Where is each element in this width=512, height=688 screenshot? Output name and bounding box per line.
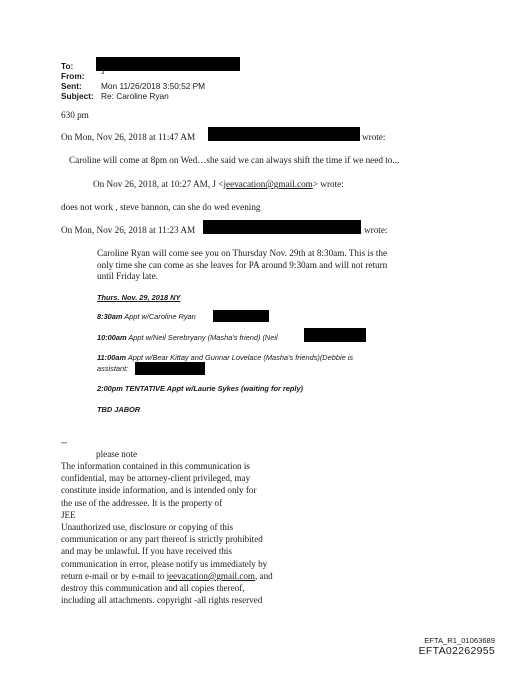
redaction-reply1 xyxy=(208,127,360,141)
redaction-item1 xyxy=(213,310,269,322)
redaction-reply3 xyxy=(203,220,361,234)
sent-value: Mon 11/26/2018 3:50:52 PM xyxy=(101,81,206,91)
reply2-header xyxy=(93,179,344,190)
schedule-item-5: TBD JABOR xyxy=(97,405,141,414)
notice-email-link[interactable]: jeevacation@gmail.com xyxy=(166,570,255,581)
notice-line: confidential, may be attorney-client privileged, may xyxy=(61,473,251,484)
schedule-item-1 xyxy=(97,312,196,322)
reply3-body xyxy=(97,248,387,283)
reply1-header: On Mon, Nov 26, 2018 at 11:47 AM xyxy=(61,132,196,142)
item3-time: 11:00am xyxy=(97,353,127,362)
reply2-text: does not work , steve bannon, can she do wed evening xyxy=(61,202,261,212)
notice-line: JEE xyxy=(61,509,76,520)
notice-email-prefix: return e-mail or by e-mail to xyxy=(61,570,167,581)
reply3-header: On Mon, Nov 26, 2018 at 11:23 AM xyxy=(61,225,196,235)
notice-line-email xyxy=(61,570,273,582)
schedule-item-2 xyxy=(97,333,278,343)
redaction-to xyxy=(96,57,240,71)
reply3-line: Caroline Ryan will come see you on Thursday Nov. 29th at 8:30am. This is the xyxy=(97,248,388,258)
bates-number-1: EFTA_R1_01063689 xyxy=(424,636,495,645)
notice-line: Unauthorized use, disclosure or copying of this xyxy=(61,522,233,533)
notice-line: destroy this communication and all copies thereof, xyxy=(61,583,245,594)
reply2-email-link[interactable]: jeevacation@gmail.com xyxy=(223,179,313,189)
please-note: please note xyxy=(96,449,138,459)
reply3-line: only time she can come as she leaves for PA around 9:30am and will not return xyxy=(97,259,388,270)
from-label: From: xyxy=(61,71,85,81)
subject-value: Re: Caroline Ryan xyxy=(101,91,169,101)
item3-text: Appt w/Bear Kittay and Gunnar Lovelace (Masha's friends)(Debbie is xyxy=(127,353,354,362)
notice-line: the use of the addressee. It is the property of xyxy=(61,497,223,508)
sent-label: Sent: xyxy=(61,81,82,91)
notice-line: The information contained in this communication is xyxy=(61,461,250,471)
confidentiality-notice xyxy=(61,460,273,606)
reply2-suffix: > wrote: xyxy=(312,179,344,189)
notice-email-suffix: , and xyxy=(254,570,273,581)
notice-line: communication in error, please notify us immediately by xyxy=(61,558,268,569)
schedule-date-heading: Thurs. Nov. 29, 2018 NY xyxy=(97,293,181,302)
item2-time: 10:00am xyxy=(97,333,127,342)
signature-separator: -- xyxy=(61,437,68,447)
body-line-630: 630 pm xyxy=(61,110,89,120)
reply2-prefix: On Nov 26, 2018, at 10:27 AM, J < xyxy=(93,179,224,189)
subject-label: Subject: xyxy=(61,91,94,101)
redaction-item2 xyxy=(304,328,366,342)
reply1-wrote: wrote: xyxy=(362,132,386,142)
notice-line: and may be unlawful. If you have received this xyxy=(61,546,232,557)
reply3-line: until Friday late. xyxy=(97,271,158,281)
item3-text-2: assistant: xyxy=(97,363,129,373)
bates-number-2: EFTA02262955 xyxy=(418,645,495,657)
notice-line: including all attachments. copyright -all rights reserved xyxy=(61,595,263,606)
item2-text: Appt w/Neil Serebryany (Masha's friend) (Neil xyxy=(128,333,278,342)
to-label: To: xyxy=(61,61,74,71)
schedule-item-4: 2:00pm TENTATIVE Appt w/Laurie Sykes (waiting for reply) xyxy=(97,384,304,393)
reply1-text: Caroline will come at 8pm on Wed…she said we can always shift the time if we need to... xyxy=(69,155,400,165)
item1-text: Appt w/Caroline Ryan xyxy=(124,312,196,321)
notice-line: constitute inside information, and is intended only for xyxy=(61,485,257,496)
from-value: J xyxy=(101,69,105,76)
notice-line: communication or any part thereof is strictly prohibited xyxy=(61,534,263,545)
item1-time: 8:30am xyxy=(97,312,123,321)
reply3-wrote: wrote: xyxy=(364,225,388,235)
redaction-item3 xyxy=(135,362,205,375)
